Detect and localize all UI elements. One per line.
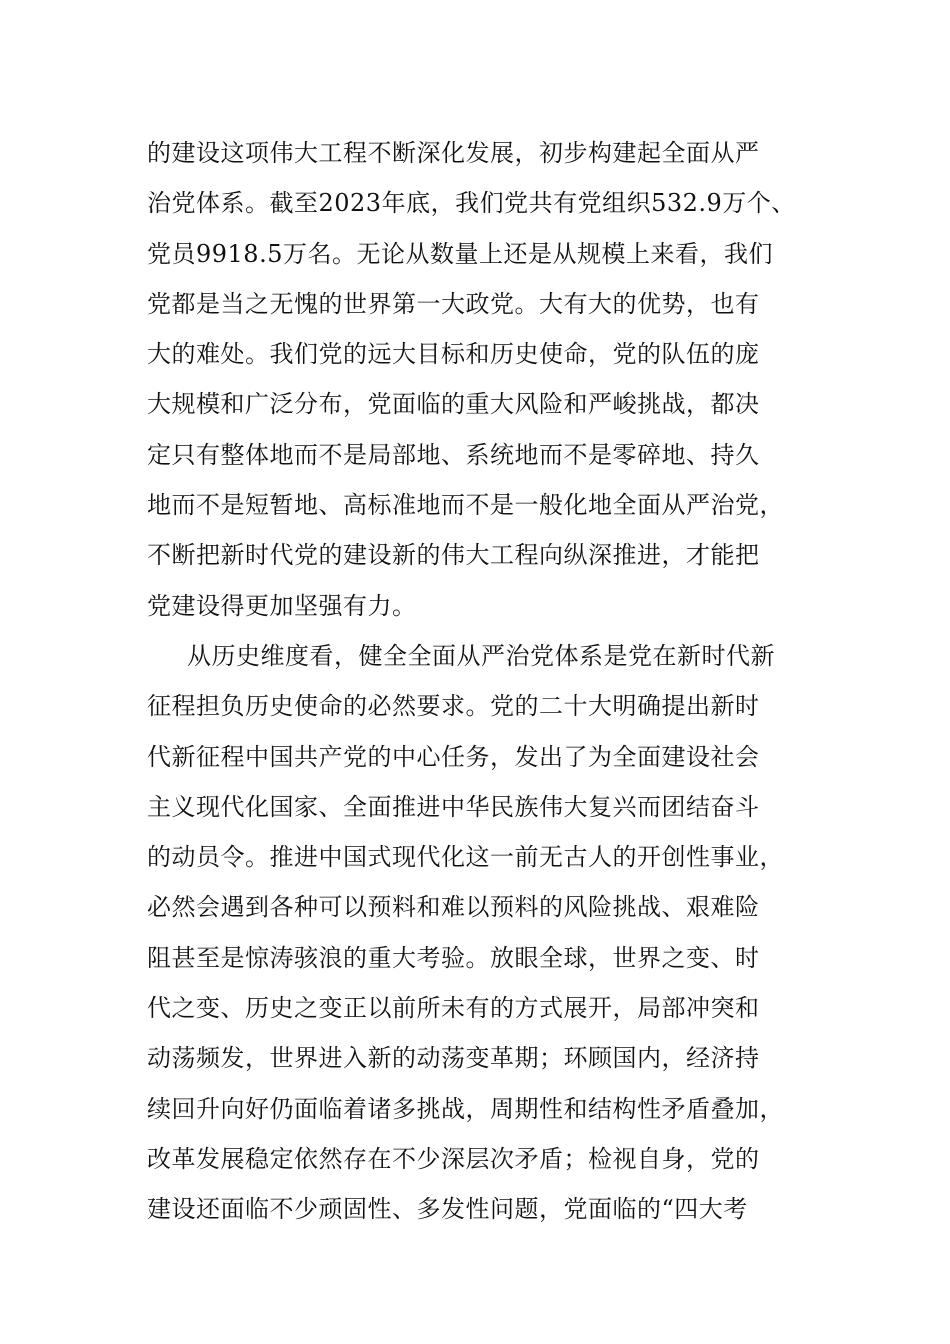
- text-line: 地而不是短暂地、高标准地而不是一般化地全面从严治党，: [147, 491, 784, 520]
- text-line: 阻甚至是惊涛骇浪的重大考验。放眼全球，世界之变、时: [147, 943, 760, 972]
- text-line: 治党体系。截至2023年底，我们党共有党组织532.9万个、: [147, 189, 796, 218]
- text-line: 必然会遇到各种可以预料和难以预料的风险挑战、艰难险: [147, 893, 760, 922]
- text-line: 主义现代化国家、全面推进中华民族伟大复兴而团结奋斗: [147, 792, 760, 821]
- text-line: 代新征程中国共产党的中心任务，发出了为全面建设社会: [147, 742, 760, 771]
- paragraph-start-line: 从历史维度看，健全全面从严治党体系是党在新时代新: [187, 641, 775, 670]
- text-line: 不断把新时代党的建设新的伟大工程向纵深推进，才能把: [147, 541, 760, 570]
- text-line: 的建设这项伟大工程不断深化发展，初步构建起全面从严: [147, 139, 760, 167]
- text-line: 改革发展稳定依然存在不少深层次矛盾；检视自身，党的: [147, 1144, 760, 1173]
- text-line: 代之变、历史之变正以前所未有的方式展开，局部冲突和: [147, 994, 760, 1023]
- text-line: 大规模和广泛分布，党面临的重大风险和严峻挑战，都决: [147, 390, 760, 419]
- text-line: 党员9918.5万名。无论从数量上还是从规模上来看，我们: [147, 239, 773, 268]
- text-line: 定只有整体地而不是局部地、系统地而不是零碎地、持久: [147, 440, 760, 469]
- text-line: 党建设得更加坚强有力。: [147, 591, 417, 620]
- body-text: [147, 128, 807, 1235]
- text-line: 大的难处。我们党的远大目标和历史使命，党的队伍的庞: [147, 340, 760, 369]
- text-line: 党都是当之无愧的世界第一大政党。大有大的优势，也有: [147, 289, 760, 318]
- text-line: 续回升向好仍面临着诸多挑战，周期性和结构性矛盾叠加，: [147, 1094, 784, 1123]
- text-line: 征程担负历史使命的必然要求。党的二十大明确提出新时: [147, 692, 760, 721]
- text-line: 的动员令。推进中国式现代化这一前无古人的开创性事业，: [147, 843, 784, 872]
- text-line: 建设还面临不少顽固性、多发性问题，党面临的“四大考: [147, 1195, 748, 1224]
- text-line: 动荡频发，世界进入新的动荡变革期；环顾国内，经济持: [147, 1044, 760, 1073]
